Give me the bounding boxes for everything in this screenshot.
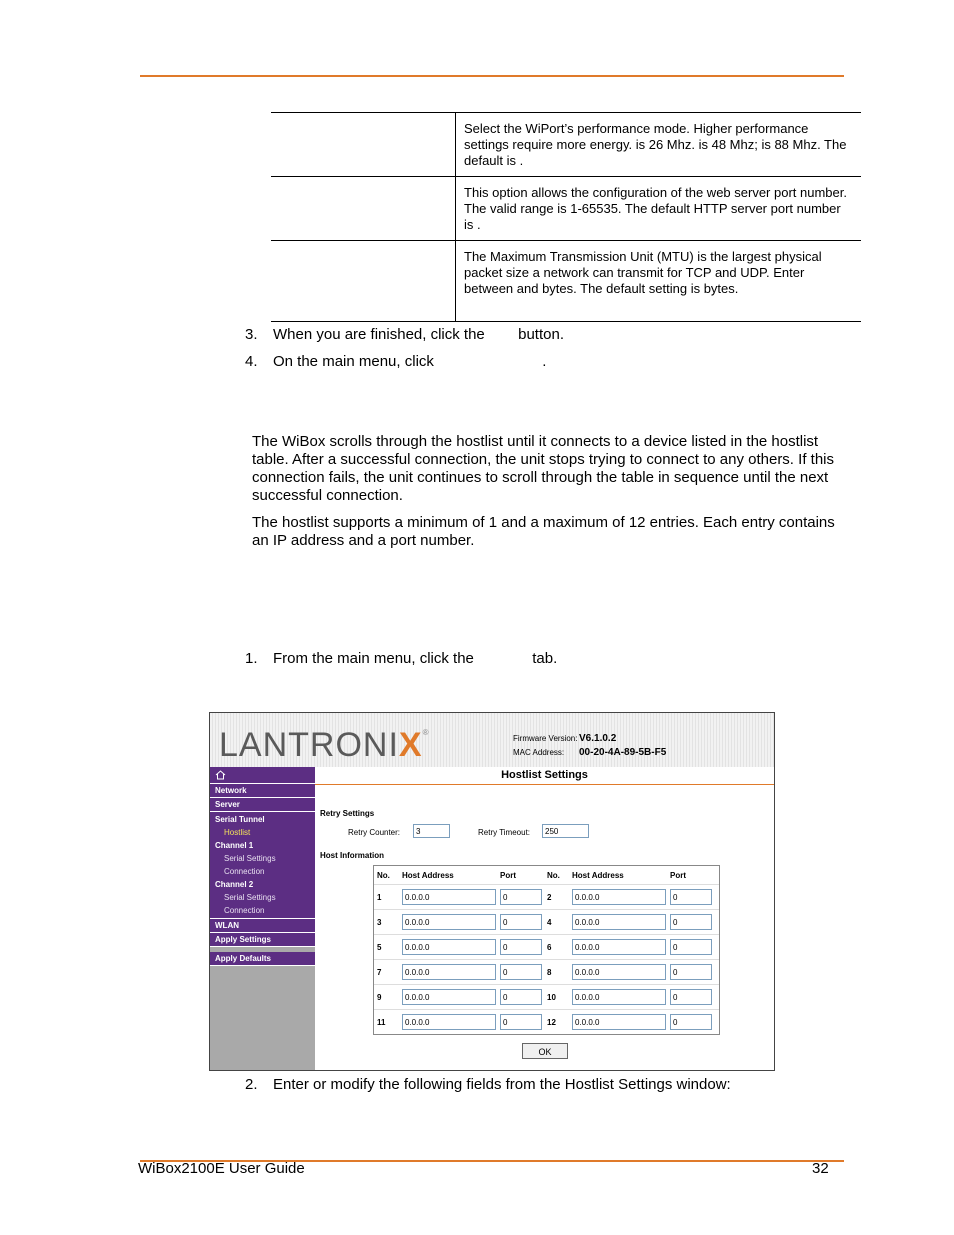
port-input[interactable]: 0 — [670, 964, 712, 980]
port-input[interactable]: 0 — [670, 914, 712, 930]
port-input[interactable]: 0 — [500, 914, 542, 930]
sidebar — [210, 767, 315, 1070]
step-text: From the main menu, click the tab. — [273, 650, 558, 667]
parameter-table — [271, 112, 861, 322]
parameter-name-cell — [271, 177, 456, 240]
port-input[interactable]: 0 — [670, 939, 712, 955]
sidebar-item-ch1-connection[interactable]: Connection — [224, 867, 265, 876]
step-4 — [245, 353, 845, 371]
sidebar-item-channel-2[interactable]: Channel 2 — [215, 880, 254, 889]
host-number: 2 — [547, 892, 552, 902]
hostlist-paragraph-2: The hostlist supports a minimum of 1 and a maximum of 12 entries. Each entry contains an IP address and a port number. — [252, 514, 835, 549]
sidebar-item-hostlist[interactable]: Hostlist — [224, 828, 251, 837]
sidebar-item-serial-tunnel[interactable]: Serial Tunnel — [215, 815, 265, 824]
host-number: 10 — [547, 992, 556, 1002]
table-row — [271, 113, 861, 177]
lantronix-logo: LANTRONIX® — [219, 726, 430, 764]
sidebar-item-apply-defaults[interactable]: Apply Defaults — [210, 952, 315, 966]
host-address-input[interactable]: 0.0.0.0 — [572, 964, 666, 980]
hostlist-paragraph-1: The WiBox scrolls through the hostlist until it connects to a device listed in the hostlist table. After a successful connection, the unit stops trying to connect to any others. If this connection fails, the unit continues to scroll through the table in sequence until the next successful connection. — [252, 433, 834, 504]
hostlist-settings-screenshot — [209, 712, 775, 1071]
host-number: 1 — [377, 892, 382, 902]
host-address-input[interactable]: 0.0.0.0 — [402, 964, 496, 980]
host-number: 5 — [377, 942, 382, 952]
host-number: 12 — [547, 1017, 556, 1027]
page-number: 32 — [812, 1160, 829, 1177]
parameter-description: Select the WiPort’s performance mode. Higher performance settings require more energy. is 26 Mhz. is 48 Mhz; is 88 Mhz. The default is . — [464, 121, 847, 168]
step-text: Enter or modify the following fields from the Hostlist Settings window: — [273, 1076, 731, 1093]
table-row — [374, 885, 719, 910]
step-number: 1. — [245, 650, 258, 667]
column-header-port: Port — [500, 870, 516, 880]
port-input[interactable]: 0 — [670, 989, 712, 1005]
hostlist-table — [373, 865, 720, 1035]
column-header-host-address: Host Address — [402, 870, 454, 880]
host-information-label: Host Information — [320, 851, 384, 860]
sidebar-group-serial-tunnel — [210, 812, 315, 919]
parameter-description: This option allows the configuration of the web server port number. The valid range is 1-65535. The default HTTP server port number is . — [464, 185, 847, 232]
sidebar-item-wlan[interactable]: WLAN — [210, 919, 315, 933]
home-icon[interactable] — [210, 767, 315, 784]
retry-settings-label: Retry Settings — [320, 809, 375, 818]
sidebar-item-network[interactable]: Network — [210, 784, 315, 798]
parameter-description: The Maximum Transmission Unit (MTU) is the largest physical packet size a network can transmit for TCP and UDP. Enter between and bytes. The default setting is bytes. — [464, 249, 822, 296]
screenshot-header — [210, 713, 774, 767]
host-address-input[interactable]: 0.0.0.0 — [572, 989, 666, 1005]
host-number: 3 — [377, 917, 382, 927]
port-input[interactable]: 0 — [500, 939, 542, 955]
host-number: 9 — [377, 992, 382, 1002]
host-address-input[interactable]: 0.0.0.0 — [572, 939, 666, 955]
table-row — [271, 241, 861, 322]
host-number: 7 — [377, 967, 382, 977]
sidebar-item-channel-1[interactable]: Channel 1 — [215, 841, 254, 850]
port-input[interactable]: 0 — [500, 964, 542, 980]
host-address-input[interactable]: 0.0.0.0 — [402, 939, 496, 955]
table-row — [374, 960, 719, 985]
host-number: 4 — [547, 917, 552, 927]
parameter-name-cell — [271, 241, 456, 321]
step-number: 4. — [245, 353, 258, 370]
header-rule — [140, 75, 844, 77]
port-input[interactable]: 0 — [500, 889, 542, 905]
step-number: 2. — [245, 1076, 258, 1093]
column-header-no: No. — [377, 870, 390, 880]
sidebar-item-ch2-serial-settings[interactable]: Serial Settings — [224, 893, 276, 902]
table-row — [374, 935, 719, 960]
step-3 — [245, 326, 845, 344]
retry-counter-input[interactable]: 3 — [413, 824, 450, 838]
host-address-input[interactable]: 0.0.0.0 — [402, 889, 496, 905]
host-address-input[interactable]: 0.0.0.0 — [572, 889, 666, 905]
column-header-host-address: Host Address — [572, 870, 624, 880]
sidebar-item-ch2-connection[interactable]: Connection — [224, 906, 265, 915]
host-address-input[interactable]: 0.0.0.0 — [402, 989, 496, 1005]
page-title: Hostlist Settings — [315, 767, 774, 785]
port-input[interactable]: 0 — [500, 1014, 542, 1030]
host-address-input[interactable]: 0.0.0.0 — [572, 1014, 666, 1030]
table-row — [374, 910, 719, 935]
host-number: 6 — [547, 942, 552, 952]
table-row — [271, 177, 861, 241]
firmware-info: Firmware Version: V6.1.0.2 MAC Address: 00-20-4A-89-5B-F5 — [513, 733, 667, 758]
step-2 — [245, 1076, 845, 1094]
retry-counter-label: Retry Counter: — [348, 828, 401, 837]
sidebar-item-server[interactable]: Server — [210, 798, 315, 812]
host-address-input[interactable]: 0.0.0.0 — [402, 1014, 496, 1030]
column-header-no: No. — [547, 870, 560, 880]
table-row — [374, 985, 719, 1010]
port-input[interactable]: 0 — [670, 1014, 712, 1030]
retry-timeout-input[interactable]: 250 — [542, 824, 589, 838]
port-input[interactable]: 0 — [500, 989, 542, 1005]
parameter-name-cell — [271, 113, 456, 176]
column-header-port: Port — [670, 870, 686, 880]
step-text: On the main menu, click . — [273, 353, 547, 370]
host-address-input[interactable]: 0.0.0.0 — [402, 914, 496, 930]
ok-button[interactable]: OK — [522, 1043, 568, 1059]
content-pane — [315, 767, 774, 1070]
host-address-input[interactable]: 0.0.0.0 — [572, 914, 666, 930]
sidebar-item-apply-settings[interactable]: Apply Settings — [210, 933, 315, 947]
table-header-row — [374, 866, 719, 885]
port-input[interactable]: 0 — [670, 889, 712, 905]
retry-timeout-label: Retry Timeout: — [478, 828, 531, 837]
table-row — [374, 1010, 719, 1034]
step-1 — [245, 650, 845, 668]
sidebar-item-ch1-serial-settings[interactable]: Serial Settings — [224, 854, 276, 863]
footer-title: WiBox2100E User Guide — [138, 1160, 305, 1177]
step-text: When you are finished, click the button. — [273, 326, 564, 343]
host-number: 11 — [377, 1017, 386, 1027]
step-number: 3. — [245, 326, 258, 343]
host-number: 8 — [547, 967, 552, 977]
